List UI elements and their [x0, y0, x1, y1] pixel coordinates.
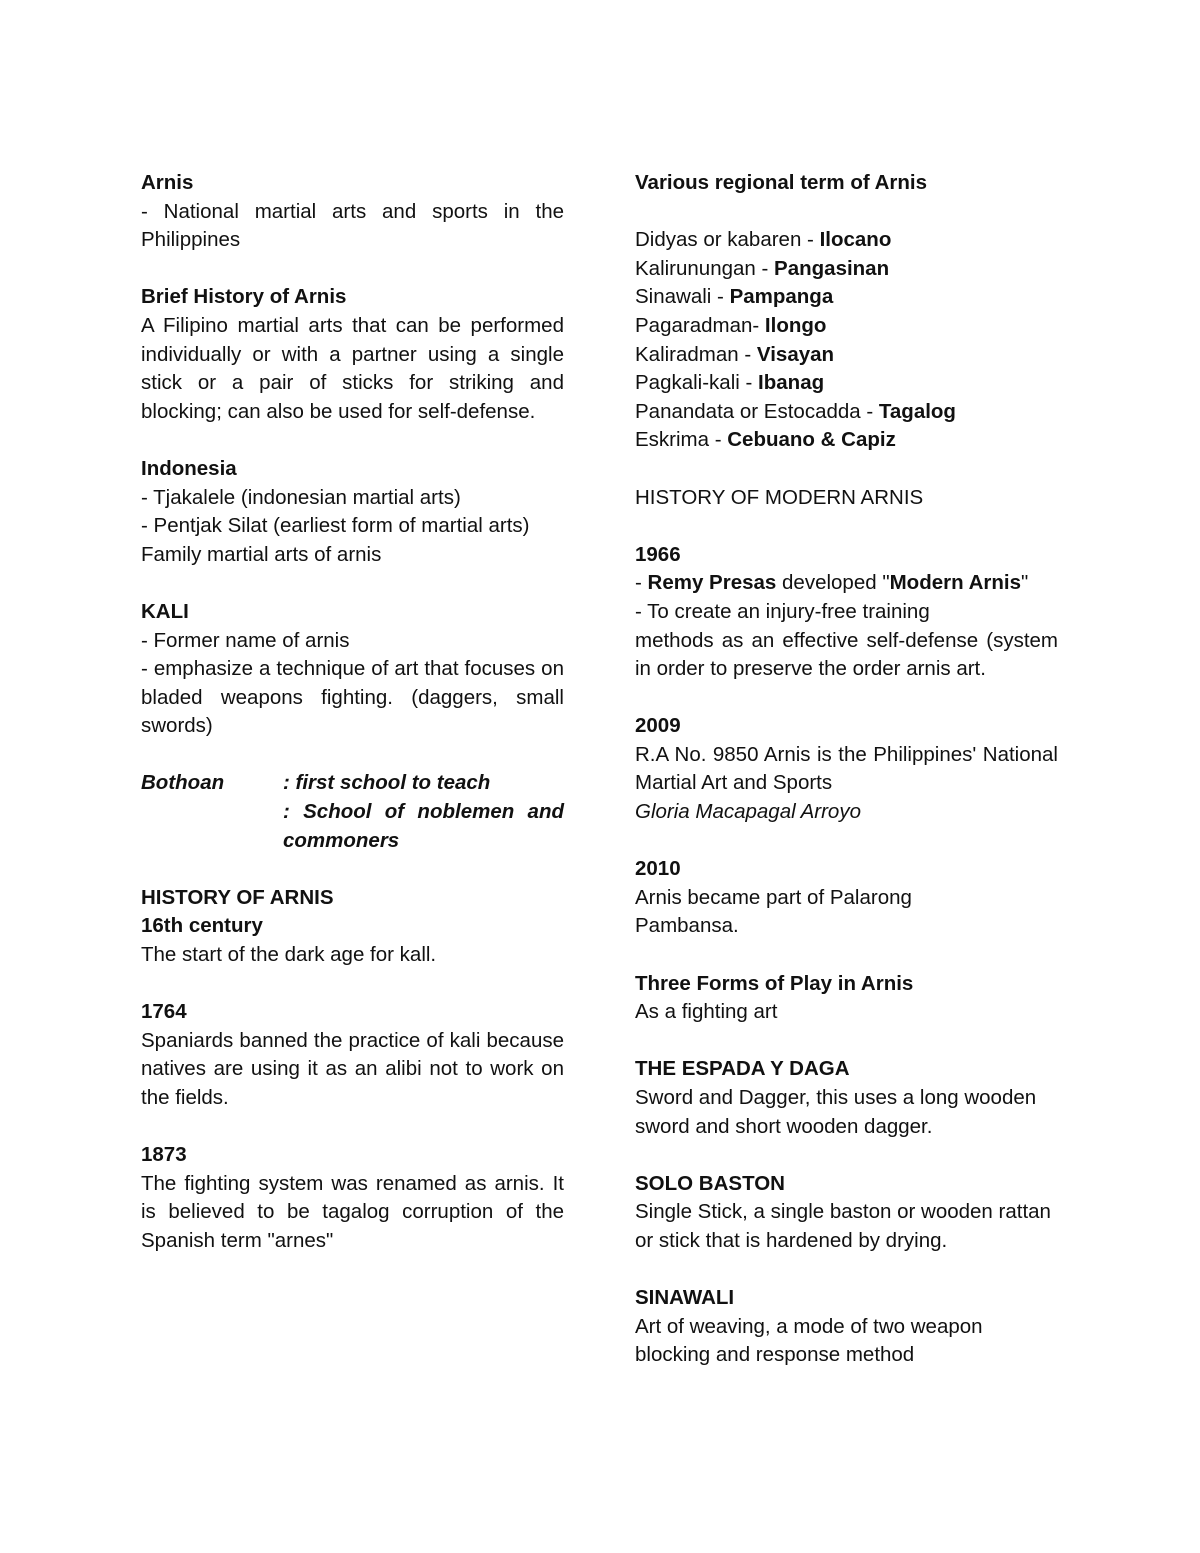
kali-item: - emphasize a technique of art that focuses on bladed weapons fighting. (daggers, small swords): [141, 657, 564, 738]
regional-terms-heading: Various regional term of Arnis: [635, 171, 928, 194]
modern-history-heading: HISTORY OF MODERN ARNIS: [635, 485, 924, 509]
indonesia-item: - Pentjak Silat (earliest form of martial arts): [141, 514, 530, 538]
region-name: Ibanag: [758, 371, 825, 395]
kali-heading: KALI: [141, 599, 189, 623]
bothoan-definition: [141, 769, 564, 855]
year-1966-line1: [635, 569, 1058, 598]
regional-term-row: [635, 312, 1058, 341]
year-2010-heading: 2010: [635, 857, 681, 881]
region-name: Ilongo: [764, 313, 827, 337]
region-name: Pampanga: [729, 285, 834, 309]
solo-baston-heading: SOLO BASTON: [635, 1171, 785, 1195]
indonesia-item: - Tjakalele (indonesian martial arts): [141, 485, 461, 509]
year-1873-text: The fighting system was renamed as arnis. It is believed to be tagalog corruption of the Spanish term "arnes": [141, 1171, 564, 1252]
espada-heading: THE ESPADA Y DAGA: [635, 1057, 850, 1081]
regional-terms-list: [635, 226, 1058, 455]
regional-term-row: [635, 369, 1058, 398]
forms-text: As a fighting art: [635, 1000, 778, 1024]
founder-name: Remy Presas: [647, 571, 777, 595]
regional-term: Pagaradman-: [635, 313, 765, 337]
espada-text: Sword and Dagger, this uses a long wooden sword and short wooden dagger.: [635, 1086, 1037, 1138]
year-2009-heading: 2009: [635, 714, 681, 738]
dash-text: -: [635, 571, 648, 595]
region-name: Tagalog: [878, 399, 956, 423]
year-1873-heading: 1873: [141, 1143, 187, 1167]
arnis-definition-line2: Philippines: [141, 228, 241, 252]
region-name: Visayan: [756, 342, 835, 366]
regional-term: Eskrima -: [635, 428, 728, 452]
sinawali-heading: SINAWALI: [635, 1286, 735, 1310]
regional-term: Sinawali -: [635, 285, 730, 309]
year-1966-line3: methods as an effective self-defense (system in order to preserve the order arnis art.: [635, 628, 1058, 681]
kali-item: - Former name of arnis: [141, 628, 350, 652]
regional-term-row: [635, 283, 1058, 312]
year-2010-text: Arnis became part of Palarong: [635, 885, 912, 909]
year-1764-text: Spaniards banned the practice of kali because natives are using it as an alibi not to work on the fields.: [141, 1028, 564, 1109]
year-2009-text: R.A No. 9850 Arnis is the Philippines' National Martial Art and Sports: [635, 742, 1058, 795]
indonesia-heading: Indonesia: [141, 456, 237, 480]
arnis-heading: Arnis: [141, 171, 194, 194]
bothoan-label: Bothoan: [141, 771, 225, 795]
regional-term: Panandata or Estocadda -: [635, 399, 879, 423]
regional-term-row: [635, 255, 1058, 284]
year-2010-text: Pambansa.: [635, 914, 739, 938]
sinawali-text: Art of weaving, a mode of two weapon blocking and response method: [635, 1314, 983, 1367]
forms-heading: Three Forms of Play in Arnis: [635, 971, 914, 995]
region-name: Cebuano & Capiz: [727, 428, 896, 452]
solo-baston-text: Single Stick, a single baston or wooden rattan or stick that is hardened by drying.: [635, 1200, 1051, 1252]
year-1966-line2: - To create an injury-free training: [635, 599, 930, 623]
left-column: [141, 169, 564, 1256]
regional-term-row: [635, 341, 1058, 370]
quote-close: ": [1020, 571, 1029, 595]
regional-term: Pagkali-kali -: [635, 371, 759, 395]
century-heading: 16th century: [141, 914, 263, 938]
history-heading: HISTORY OF ARNIS: [141, 885, 334, 909]
year-2009-person: Gloria Macapagal Arroyo: [635, 800, 861, 824]
regional-term-row: [635, 398, 1058, 427]
bothoan-value: : School of noblemen and commoners: [283, 800, 564, 852]
bothoan-value: : first school to teach: [283, 771, 491, 795]
century-text: The start of the dark age for kall.: [141, 943, 437, 967]
region-name: Pangasinan: [774, 256, 890, 280]
regional-term-row: [635, 226, 1058, 255]
indonesia-item: Family martial arts of arnis: [141, 542, 382, 566]
year-1764-heading: 1764: [141, 1000, 187, 1024]
developed-text: developed ": [776, 571, 890, 595]
regional-term: Kalirunungan -: [635, 256, 775, 280]
bothoan-values: [283, 769, 564, 855]
right-column: [635, 169, 1058, 1370]
year-1966-heading: 1966: [635, 542, 681, 566]
brief-history-heading: Brief History of Arnis: [141, 285, 347, 309]
modern-arnis-name: Modern Arnis: [889, 571, 1021, 595]
arnis-definition-line1: - National martial arts and sports in the: [141, 199, 564, 223]
regional-term: Kaliradman -: [635, 342, 757, 366]
region-name: Ilocano: [819, 228, 892, 252]
brief-history-text: A Filipino martial arts that can be performed individually or with a partner using a single stick or a pair of sticks for striking and blocking; can also be used for self-defense.: [141, 313, 564, 423]
regional-term: Didyas or kabaren -: [635, 228, 820, 252]
regional-term-row: [635, 426, 1058, 455]
